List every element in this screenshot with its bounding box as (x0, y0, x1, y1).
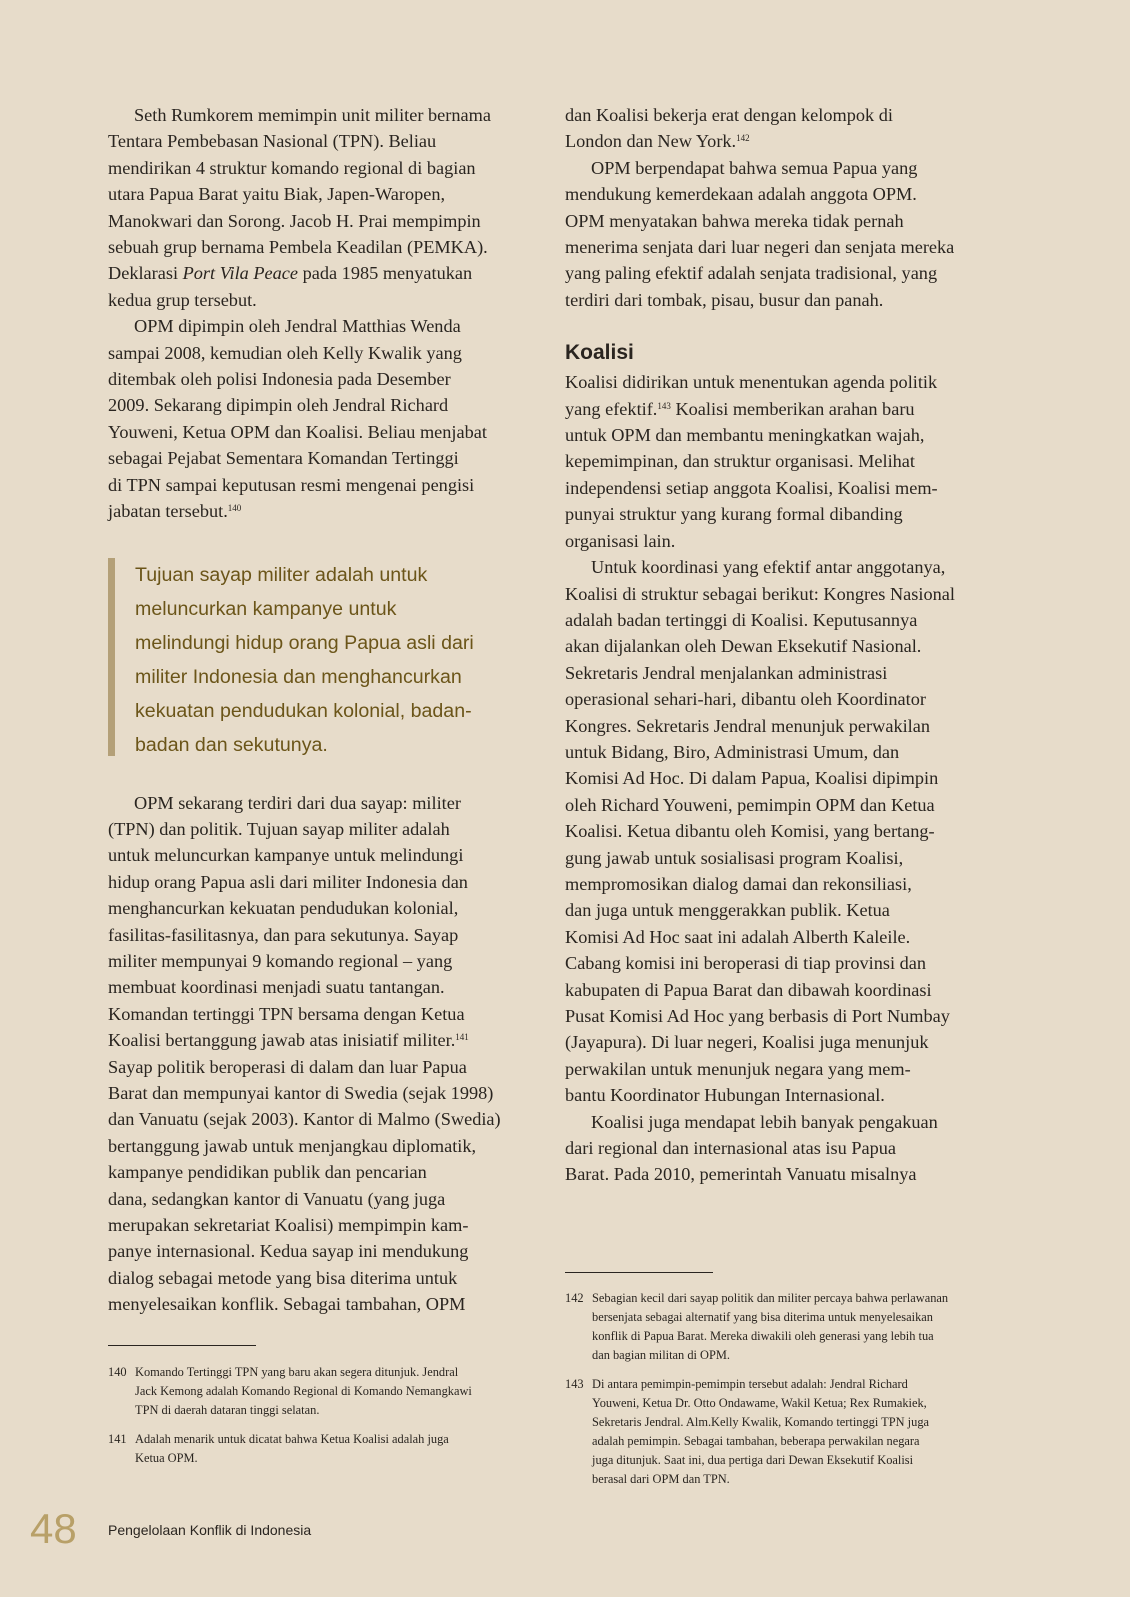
text-line: Komandan tertinggi TPN bersama dengan Ketua (108, 1003, 465, 1024)
left-column (108, 102, 538, 1318)
pullquote-line: melindungi hidup orang Papua asli dari (135, 631, 474, 654)
footnote-line (565, 1289, 1005, 1308)
pullquote-line: militer Indonesia dan menghancurkan (135, 665, 462, 688)
text-line: dana, sedangkan kantor di Vanuatu (yang juga (108, 1188, 446, 1209)
text-line (565, 128, 1005, 154)
text-line: Komisi Ad Hoc. Di dalam Papua, Koalisi dipimpin (565, 768, 939, 789)
text-line (108, 1027, 538, 1053)
pullquote-bar (108, 558, 115, 756)
text-line: mempromosikan dialog damai dan rekonsiliasi, (565, 873, 912, 894)
text-run: Deklarasi (108, 263, 183, 284)
text-line: kampanye pendidikan publik dan pencarian (108, 1162, 427, 1183)
text-run: Koalisi memberikan arahan baru (670, 398, 915, 419)
footnote-line: konflik di Papua Barat. Mereka diwakili oleh generasi yang lebih tua (592, 1329, 934, 1343)
footnote-line: bersenjata sebagai alternatif yang bisa diterima untuk menyelesaikan (592, 1310, 933, 1324)
page-number: 48 (30, 1505, 77, 1552)
text-line: dan juga untuk menggerakkan publik. Ketua (565, 900, 890, 921)
footnote-line (565, 1375, 1005, 1394)
footnotes-left (108, 1345, 538, 1478)
text-line: OPM dipimpin oleh Jendral Matthias Wenda (134, 316, 461, 337)
text-line: akan dijalankan oleh Dewan Eksekutif Nasional. (565, 636, 922, 657)
footnote (565, 1289, 1005, 1365)
footnote-ref: 140 (227, 503, 242, 514)
text-line: adalah badan tertinggi di Koalisi. Keputusannya (565, 609, 918, 630)
text-line: Barat. Pada 2010, pemerintah Vanuatu misalnya (565, 1164, 917, 1185)
text-line: sebagai Pejabat Sementara Komandan Tertinggi (108, 448, 459, 469)
text-line: membuat koordinasi menjadi suatu tantangan. (108, 977, 445, 998)
paragraph (565, 554, 1005, 1109)
footnote-text: Komando Tertinggi TPN yang baru akan segera ditunjuk. Jendral (135, 1365, 459, 1379)
paragraph (108, 790, 538, 1318)
footnote-text: Sebagian kecil dari sayap politik dan militer percaya bahwa perlawanan (592, 1291, 949, 1305)
text-line: untuk meluncurkan kampanye untuk melindungi (108, 845, 464, 866)
text-line: dari regional dan internasional atas isu Papua (565, 1138, 896, 1159)
text-line: (TPN) dan politik. Tujuan sayap militer adalah (108, 818, 450, 839)
footnote-number: 143 (565, 1377, 584, 1391)
footnote-number: 142 (565, 1291, 584, 1305)
text-line: utara Papua Barat yaitu Biak, Japen-Waropen, (108, 184, 446, 205)
section-gap (565, 313, 1005, 339)
text-line: Komisi Ad Hoc saat ini adalah Alberth Kaleile. (565, 926, 911, 947)
text-line: Koalisi. Ketua dibantu oleh Komisi, yang bertang- (565, 821, 935, 842)
footnotes-right (565, 1272, 1005, 1499)
text-line: dan Vanuatu (sejak 2003). Kantor di Malmo (Swedia) (108, 1109, 501, 1130)
paragraph (565, 369, 1005, 554)
footnote-line: TPN di daerah dataran tinggi selatan. (135, 1403, 320, 1417)
text-line: OPM menyatakan bahwa mereka tidak pernah (565, 210, 904, 231)
text-line: menghancurkan kekuatan pendudukan kolonial, (108, 898, 459, 919)
text-run: Koalisi bertanggung jawab atas inisiatif militer. (108, 1030, 456, 1051)
footnote-line: dan bagian militan di OPM. (592, 1348, 731, 1362)
footnote-line: berasal dari OPM dan TPN. (592, 1472, 730, 1486)
text-line: Manokwari dan Sorong. Jacob H. Prai mempimpin (108, 210, 481, 231)
pullquote (108, 558, 538, 762)
pullquote-line: kekuatan pendudukan kolonial, badan- (135, 699, 472, 722)
right-column (565, 102, 1005, 1188)
paragraph (108, 313, 538, 524)
footnote-line (108, 1430, 538, 1449)
text-line: dan Koalisi bekerja erat dengan kelompok di (565, 105, 893, 125)
text-line: oleh Richard Youweni, pemimpin OPM dan Ketua (565, 794, 935, 815)
text-line: Sekretaris Jendral menjalankan administrasi (565, 662, 888, 683)
text-line: yang paling efektif adalah senjata tradisional, yang (565, 263, 938, 284)
text-run: jabatan tersebut. (108, 501, 228, 522)
pullquote-line: badan dan sekutunya. (135, 733, 328, 756)
text-line: bantu Koordinator Hubungan Internasional. (565, 1085, 885, 1106)
text-line: operasional sehari-hari, dibantu oleh Koordinator (565, 689, 926, 710)
footnote-text: Di antara pemimpin-pemimpin tersebut adalah: Jendral Richard (592, 1377, 908, 1391)
text-line: kepemimpinan, dan struktur organisasi. Melihat (565, 451, 915, 472)
text-line: Kongres. Sekretaris Jendral menunjuk perwakilan (565, 715, 931, 736)
text-line: 2009. Sekarang dipimpin oleh Jendral Richard (108, 395, 449, 416)
text-run: yang efektif. (565, 398, 658, 419)
text-run: London dan New York. (565, 131, 737, 152)
text-line: mendukung kemerdekaan adalah anggota OPM. (565, 184, 917, 205)
paragraph (108, 102, 538, 313)
text-line: Koalisi didirikan untuk menentukan agenda politik (565, 372, 938, 393)
text-line: untuk Bidang, Biro, Administrasi Umum, dan (565, 741, 900, 762)
text-line: menerima senjata dari luar negeri dan senjata mereka (565, 237, 955, 258)
text-line: Untuk koordinasi yang efektif antar anggotanya, (591, 557, 946, 578)
footnote (565, 1375, 1005, 1489)
footnote-line (108, 1363, 538, 1382)
text-line: bertanggung jawab untuk menjangkau diplomatik, (108, 1135, 477, 1156)
text-line: dialog sebagai metode yang bisa diterima untuk (108, 1267, 458, 1288)
paragraph (565, 102, 1005, 155)
footnote (108, 1430, 538, 1468)
footnote-rule (565, 1272, 713, 1273)
text-line: Pusat Komisi Ad Hoc yang berbasis di Port Numbay (565, 1006, 950, 1026)
pullquote-line: Tujuan sayap militer adalah untuk (135, 563, 428, 586)
text-line: terdiri dari tombak, pisau, busur dan panah. (565, 289, 884, 310)
footnote-ref: 142 (736, 133, 750, 144)
footnote-line: Jack Kemong adalah Komando Regional di Komando Nemangkawi (135, 1384, 472, 1398)
text-line: perwakilan untuk menunjuk negara yang mem- (565, 1058, 911, 1079)
text-line: gung jawab untuk sosialisasi program Koalisi, (565, 847, 904, 868)
text-line: Youweni, Ketua OPM dan Koalisi. Beliau menjabat (108, 421, 487, 442)
footnote-number: 140 (108, 1365, 127, 1379)
footnote-ref: 143 (657, 400, 671, 411)
text-line: punyai struktur yang kurang formal dibanding (565, 504, 903, 525)
text-line: hidup orang Papua asli dari militer Indonesia dan (108, 871, 468, 892)
footnote-text: Adalah menarik untuk dicatat bahwa Ketua Koalisi adalah juga (135, 1432, 449, 1446)
footnote-line: Sekretaris Jendral. Alm.Kelly Kwalik, Komando tertinggi TPN juga (592, 1415, 930, 1429)
text-line (108, 260, 538, 286)
text-line: (Jayapura). Di luar negeri, Koalisi juga menunjuk (565, 1032, 929, 1053)
text-line: Koalisi juga mendapat lebih banyak pengakuan (591, 1111, 938, 1132)
running-title: Pengelolaan Konflik di Indonesia (108, 1522, 312, 1538)
text-line: Cabang komisi ini beroperasi di tiap provinsi dan (565, 953, 926, 974)
section-heading: Koalisi (565, 341, 634, 365)
italic-title: Port Vila Peace (182, 263, 299, 284)
pullquote-line: meluncurkan kampanye untuk (135, 597, 397, 620)
text-line: Barat dan mempunyai kantor di Swedia (sejak 1998) (108, 1082, 494, 1103)
text-line: OPM berpendapat bahwa semua Papua yang (591, 157, 918, 178)
text-line: Sayap politik beroperasi di dalam dan luar Papua (108, 1056, 467, 1077)
text-line: menyelesaikan konflik. Sebagai tambahan, OPM (108, 1294, 466, 1315)
text-line: merupakan sekretariat Koalisi) mempimpin kam- (108, 1215, 469, 1235)
text-line: untuk OPM dan membantu meningkatkan wajah, (565, 425, 925, 446)
text-line: di TPN sampai keputusan resmi mengenai pengisi (108, 474, 475, 495)
text-line: OPM sekarang terdiri dari dua sayap: militer (134, 792, 461, 813)
paragraph (565, 155, 1005, 313)
text-line (565, 396, 1005, 422)
footnote (108, 1363, 538, 1420)
footnote-line: Youweni, Ketua Dr. Otto Ondawame, Wakil Ketua; Rex Rumakiek, (592, 1396, 927, 1410)
text-line: kabupaten di Papua Barat dan dibawah koordinasi (565, 979, 932, 1000)
text-line: Seth Rumkorem memimpin unit militer bernama (134, 105, 491, 125)
footnote-line: Ketua OPM. (135, 1451, 198, 1465)
paragraph (565, 1109, 1005, 1188)
footnote-line: adalah pemimpin. Sebagai tambahan, beberapa perwakilan negara (592, 1434, 920, 1448)
text-line: kedua grup tersebut. (108, 289, 257, 310)
text-line: independensi setiap anggota Koalisi, Koalisi mem- (565, 477, 938, 498)
text-line: mendirikan 4 struktur komando regional di bagian (108, 157, 476, 178)
text-line: sebuah grup bernama Pembela Keadilan (PEMKA). (108, 237, 488, 258)
text-line: ditembak oleh polisi Indonesia pada Desember (108, 369, 451, 390)
footnote-number: 141 (108, 1432, 127, 1446)
footnote-rule (108, 1345, 256, 1346)
text-line: Tentara Pembebasan Nasional (TPN). Beliau (108, 131, 437, 152)
footnote-ref: 141 (455, 1032, 469, 1043)
text-line: sampai 2008, kemudian oleh Kelly Kwalik yang (108, 342, 462, 363)
text-line: Koalisi di struktur sebagai berikut: Kongres Nasional (565, 583, 955, 604)
text-line: panye internasional. Kedua sayap ini mendukung (108, 1241, 469, 1262)
text-line: fasilitas-fasilitasnya, dan para sekutunya. Sayap (108, 924, 459, 945)
text-run: pada 1985 menyatukan (298, 263, 473, 284)
text-line: organisasi lain. (565, 530, 676, 551)
text-line: militer mempunyai 9 komando regional – yang (108, 950, 453, 971)
text-line (108, 498, 538, 524)
footnote-line: juga ditunjuk. Saat ini, dua pertiga dari Dewan Eksekutif Koalisi (592, 1453, 914, 1467)
